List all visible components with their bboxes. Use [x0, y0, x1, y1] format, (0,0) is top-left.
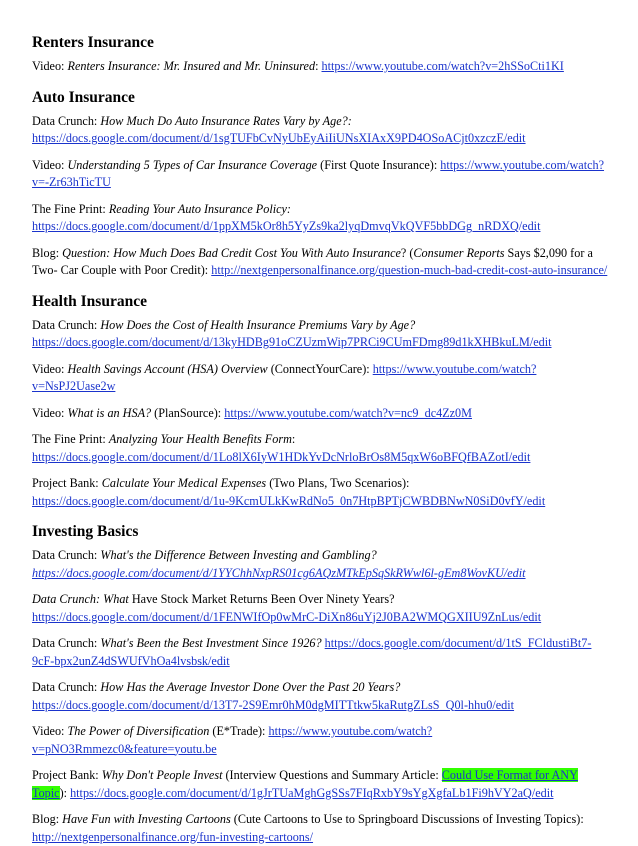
list-item: Video: What is an HSA? (PlanSource): https://www.youtube.com/watch?v=nc9_dc4Zz0M: [32, 405, 472, 420]
resource-link[interactable]: https://docs.google.com/document/d/13kyHDBg91oCZUzmWip7PRCi9CUmFDmg89d1kXHBkuLM/edit: [32, 335, 552, 349]
resource-link[interactable]: https://www.youtube.com/watch?v=-Zr63hTicTU: [32, 157, 605, 189]
list-item: Video: Health Savings Account (HSA) Overview (ConnectYourCare): https://www.youtube.com/watch?v=NsPJ2Uase2w: [32, 361, 537, 393]
resource-link[interactable]: http://nextgenpersonalfinance.org/fun-investing-cartoons/: [32, 829, 314, 844]
section-heading-investing-basics: Investing Basics: [32, 523, 139, 540]
list-item: Video: Understanding 5 Types of Car Insurance Coverage (First Quote Insurance): https://www.youtube.com/watch?v=-Zr63hTicTU: [32, 157, 605, 189]
list-item: Data Crunch: What's Been the Best Investment Since 1926? https://docs.google.com/document/d/1tS_FCldustiBt7-9cF-bpx2unZ4dSWUfVhOa4lvsbsk/edit: [32, 636, 592, 668]
list-item: Video: The Power of Diversification (E*Trade): https://www.youtube.com/watch?v=pNO3Rmmezc0&feature=youtu.be: [32, 724, 433, 756]
list-item: Data Crunch: What Have Stock Market Returns Been Over Ninety Years? https://docs.google.com/document/d/1FENWIfOp0wMrC-DiXn86uYj2J0BA2WMQGXIIU9ZnLus/edit: [32, 592, 542, 624]
resource-link[interactable]: https://docs.google.com/document/d/1sgTUFbCvNyUbEyAiIiUNsXIAxX9PD4OSoACjt0xzczE/edit: [32, 131, 526, 145]
list-item: Project Bank: Calculate Your Medical Expenses (Two Plans, Two Scenarios): https://docs.google.com/document/d/1u-9KcmULkKwRdNo5_0n7HtpBPTjCWBDBNwN0SiD0vfY/edit: [32, 476, 546, 508]
list-item: The Fine Print: Reading Your Auto Insurance Policy: https://docs.google.com/document/d/1ppXM5kOr8h5YyZs9ka2lyqDmvqVkQVF5bbDGg_nRDXQ/edit: [32, 201, 541, 233]
resource-link[interactable]: http://nextgenpersonalfinance.org/question-much-bad-credit-cost-auto-insurance/: [211, 263, 608, 277]
list-item: Data Crunch: How Much Do Auto Insurance Rates Vary by Age?: https://docs.google.com/document/d/1sgTUFbCvNyUbEyAiIiUNsXIAxX9PD4OSoACjt0xzczE/edit: [32, 113, 526, 145]
list-item: Video: Renters Insurance: Mr. Insured and Mr. Uninsured: https://www.youtube.com/watch?v=2hSSoCti1KI: [32, 59, 564, 73]
resource-link[interactable]: https://docs.google.com/document/d/1FENWIfOp0wMrC-DiXn86uYj2J0BA2WMQGXIIU9ZnLus/edit: [32, 609, 542, 624]
resource-link[interactable]: https://docs.google.com/document/d/1tS_FCldustiBt7-9cF-bpx2unZ4dSWUfVhOa4lvsbsk/edit: [32, 636, 592, 668]
highlighted-link[interactable]: Could Use Format for ANY Topic: [32, 768, 578, 800]
resource-link[interactable]: https://www.youtube.com/watch?v=NsPJ2Uase2w: [32, 361, 537, 393]
section-heading-auto-insurance: Auto Insurance: [32, 88, 135, 106]
list-item: Data Crunch: What's the Difference Between Investing and Gambling? https://docs.google.com/document/d/1YYChhNxpRS01cg6AQzMTkEpSqSkRWwl6l-gEm8WovKU/edit: [32, 548, 526, 580]
resource-link[interactable]: https://docs.google.com/document/d/1YYChhNxpRS01cg6AQzMTkEpSqSkRWwl6l-gEm8WovKU/edit: [32, 565, 526, 580]
section-heading-health-insurance: Health Insurance: [32, 292, 147, 310]
resource-link[interactable]: https://www.youtube.com/watch?v=pNO3Rmmezc0&feature=youtu.be: [32, 724, 433, 756]
resource-link[interactable]: https://docs.google.com/document/d/13T7-2S9Emr0hM0dgMITTtkw5kaRutgZLsS_Q0l-hhu0/edit: [32, 697, 515, 712]
list-item: Data Crunch: How Does the Cost of Health Insurance Premiums Vary by Age? https://docs.google.com/document/d/13kyHDBg91oCZUzmWip7PRCi9CUmFDmg89d1kXHBkuLM/edit: [32, 317, 552, 349]
list-item: The Fine Print: Analyzing Your Health Benefits Form: https://docs.google.com/document/d/1Lo8lX6IyW1HDkYvDcNrloBrOs8M5qxW6oBFQfBAZotI/edit: [32, 432, 531, 464]
list-item: Project Bank: Why Don't People Invest (Interview Questions and Summary Article: Could Use Format for ANY Topic): https://docs.google.com/document/d/1gJrTUaMghGgSSs7FIqRxbY9sYgXgfaLb1Fi9hVY2aQ/edit: [32, 768, 578, 800]
resource-link[interactable]: https://docs.google.com/document/d/1ppXM5kOr8h5YyZs9ka2lyqDmvqVkQVF5bbDGg_nRDXQ/edit: [32, 219, 541, 233]
resource-link[interactable]: https://docs.google.com/document/d/1gJrTUaMghGgSSs7FIqRxbY9sYgXgfaLb1Fi9hVY2aQ/edit: [70, 785, 554, 800]
resource-link[interactable]: https://www.youtube.com/watch?v=nc9_dc4Zz0M: [224, 405, 472, 420]
list-item: Data Crunch: How Has the Average Investor Done Over the Past 20 Years? https://docs.google.com/document/d/13T7-2S9Emr0hM0dgMITTtkw5kaRutgZLsS_Q0l-hhu0/edit: [32, 680, 515, 712]
list-item: Blog: Have Fun with Investing Cartoons (Cute Cartoons to Use to Springboard Discussions of Investing Topics): http://nextgenpersonalfinance.org/fun-investing-cartoons/: [32, 812, 584, 844]
resource-link[interactable]: https://www.youtube.com/watch?v=2hSSoCti1KI: [321, 59, 564, 73]
section-heading-renters-insurance: Renters Insurance: [32, 34, 154, 51]
resource-link[interactable]: https://docs.google.com/document/d/1Lo8lX6IyW1HDkYvDcNrloBrOs8M5qxW6oBFQfBAZotI/edit: [32, 449, 531, 464]
resource-link[interactable]: https://docs.google.com/document/d/1u-9KcmULkKwRdNo5_0n7HtpBPTjCWBDBNwN0SiD0vfY/edit: [32, 493, 546, 508]
list-item: Blog: Question: How Much Does Bad Credit Cost You With Auto Insurance? (Consumer Reports Says $2,090 for a Two- Car Couple with Poor Credit): http://nextgenpersonalfinance.org/question-much-bad-credit-cost-auto-insurance/: [32, 245, 608, 277]
